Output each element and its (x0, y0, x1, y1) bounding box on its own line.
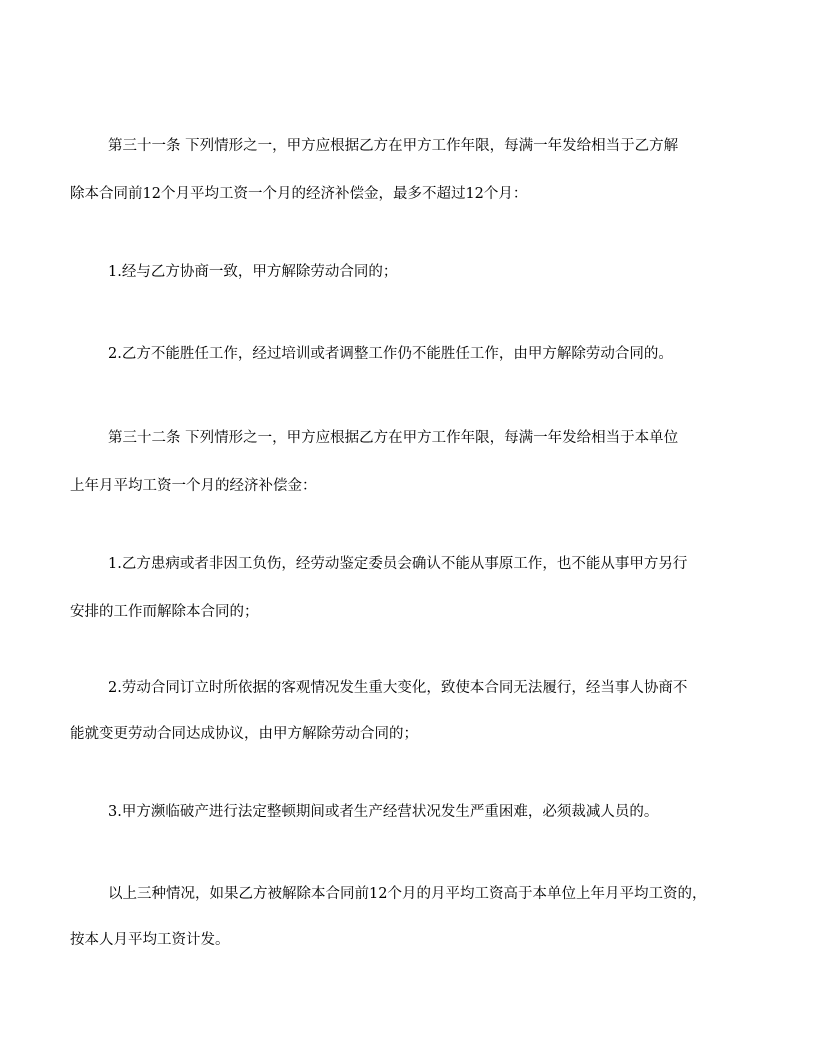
paragraph-line: 第三十一条 下列情形之一，甲方应根据乙方在甲方工作年限，每满一年发给相当于乙方解 (108, 138, 679, 154)
paragraph-line: 除本合同前12个月平均工资一个月的经济补偿金，最多不超过12个月： (70, 186, 528, 202)
paragraph-line: 第三十二条 下列情形之一，甲方应根据乙方在甲方工作年限，每满一年发给相当于本单位 (108, 430, 679, 446)
paragraph-line: 安排的工作而解除本合同的； (70, 604, 259, 620)
paragraph-line: 能就变更劳动合同达成协议，由甲方解除劳动合同的； (70, 726, 418, 742)
paragraph-line: 1.乙方患病或者非因工负伤，经劳动鉴定委员会确认不能从事原工作，也不能从事甲方另行 (108, 556, 688, 572)
paragraph-line: 以上三种情况，如果乙方被解除本合同前12个月的月平均工资高于本单位上年月平均工资的， (108, 886, 707, 902)
paragraph-line: 2.乙方不能胜任工作，经过培训或者调整工作仍不能胜任工作，由甲方解除劳动合同的。 (108, 346, 673, 362)
paragraph-line: 2.劳动合同订立时所依据的客观情况发生重大变化，致使本合同无法履行，经当事人协商不 (108, 680, 688, 696)
paragraph-line: 按本人月平均工资计发。 (70, 932, 230, 948)
paragraph-line: 3.甲方濒临破产进行法定整顿期间或者生产经营状况发生严重困难，必须裁减人员的。 (108, 804, 659, 820)
paragraph-line: 1.经与乙方协商一致，甲方解除劳动合同的； (108, 264, 398, 280)
paragraph-line: 上年月平均工资一个月的经济补偿金： (70, 478, 317, 494)
